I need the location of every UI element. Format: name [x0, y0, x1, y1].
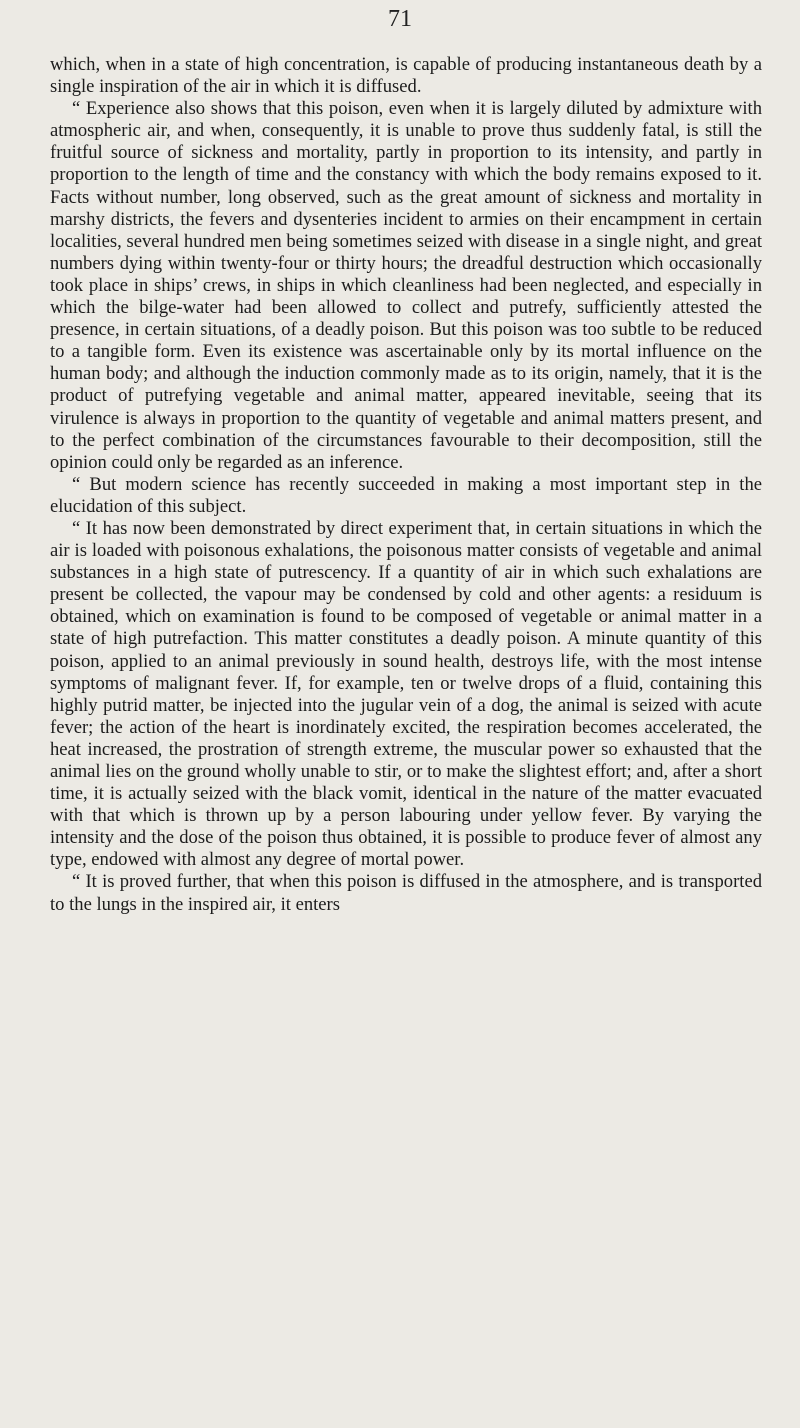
body-text [50, 54, 762, 916]
paragraph-continuation: which, when in a state of high concentration, is capable of producing instantaneous death by a single inspiration of the air in which it is diffused. [50, 54, 762, 98]
page-number: 71 [388, 6, 412, 32]
paragraph-proved-further: “ It is proved further, that when this poison is diffused in the atmosphere, and is transported to the lungs in the inspired air, it enters [50, 871, 762, 915]
paragraph-experiment: “ It has now been demonstrated by direct experiment that, in certain situations in which the air is loaded with poisonous exhalations, the poisonous matter consists of vegetable and animal substances in a high state of putrescency. If a quantity of air in which such exhalations are present be collected, the vapour may be condensed by cold and other agents: a residuum is obtained, which on examination is found to be composed of vegetable or animal matter in a state of high putrefaction. This matter constitutes a deadly poison. A minute quantity of this poison, applied to an animal previously in sound health, destroys life, with the most intense symptoms of malignant fever. If, for example, ten or twelve drops of a fluid, containing this highly putrid matter, be injected into the jugular vein of a dog, the animal is seized with acute fever; the action of the heart is inordinately excited, the respiration becomes accelerated, the heat increased, the prostration of strength extreme, the muscular power so exhausted that the animal lies on the ground wholly unable to stir, or to make the slightest effort; and, after a short time, it is actually seized with the black vomit, identical in the nature of the matter evacuated with that which is thrown up by a person labouring under yellow fever. By varying the intensity and the dose of the poison thus obtained, it is possible to produce fever of almost any type, endowed with almost any degree of mortal power. [50, 517, 762, 871]
paragraph-experience: “ Experience also shows that this poison, even when it is largely diluted by admixture with atmospheric air, and when, consequently, it is unable to prove thus suddenly fatal, is still the fruitful source of sickness and mortality, partly in proportion to its intensity, and partly in proportion to the length of time and the constancy with which the body remains exposed to it. Facts without number, long observed, such as the great amount of sickness and mortality in marshy districts, the fevers and dysenteries incident to armies on their encampment in certain localities, several hundred men being sometimes seized with disease in a single night, and great numbers dying within twenty-four or thirty hours; the dreadful destruction which occasionally took place in ships’ crews, in ships in which cleanliness had been neglected, and especially in which the bilge-water had been allowed to collect and putrefy, sufficiently attested the presence, in certain situations, of a deadly poison. But this poison was too subtle to be reduced to a tangible form. Even its existence was ascertainable only by its mortal influence on the human body; and although the induction commonly made as to its origin, namely, that it is the product of putrefying vegetable and animal matter, appeared inevitable, seeing that its virulence is always in proportion to the quantity of vegetable and animal matters present, and to the perfect combination of the circumstances favourable to their decomposition, still the opinion could only be regarded as an inference. [50, 98, 762, 473]
paragraph-modern-science: “ But modern science has recently succeeded in making a most important step in the elucidation of this subject. [50, 473, 762, 517]
